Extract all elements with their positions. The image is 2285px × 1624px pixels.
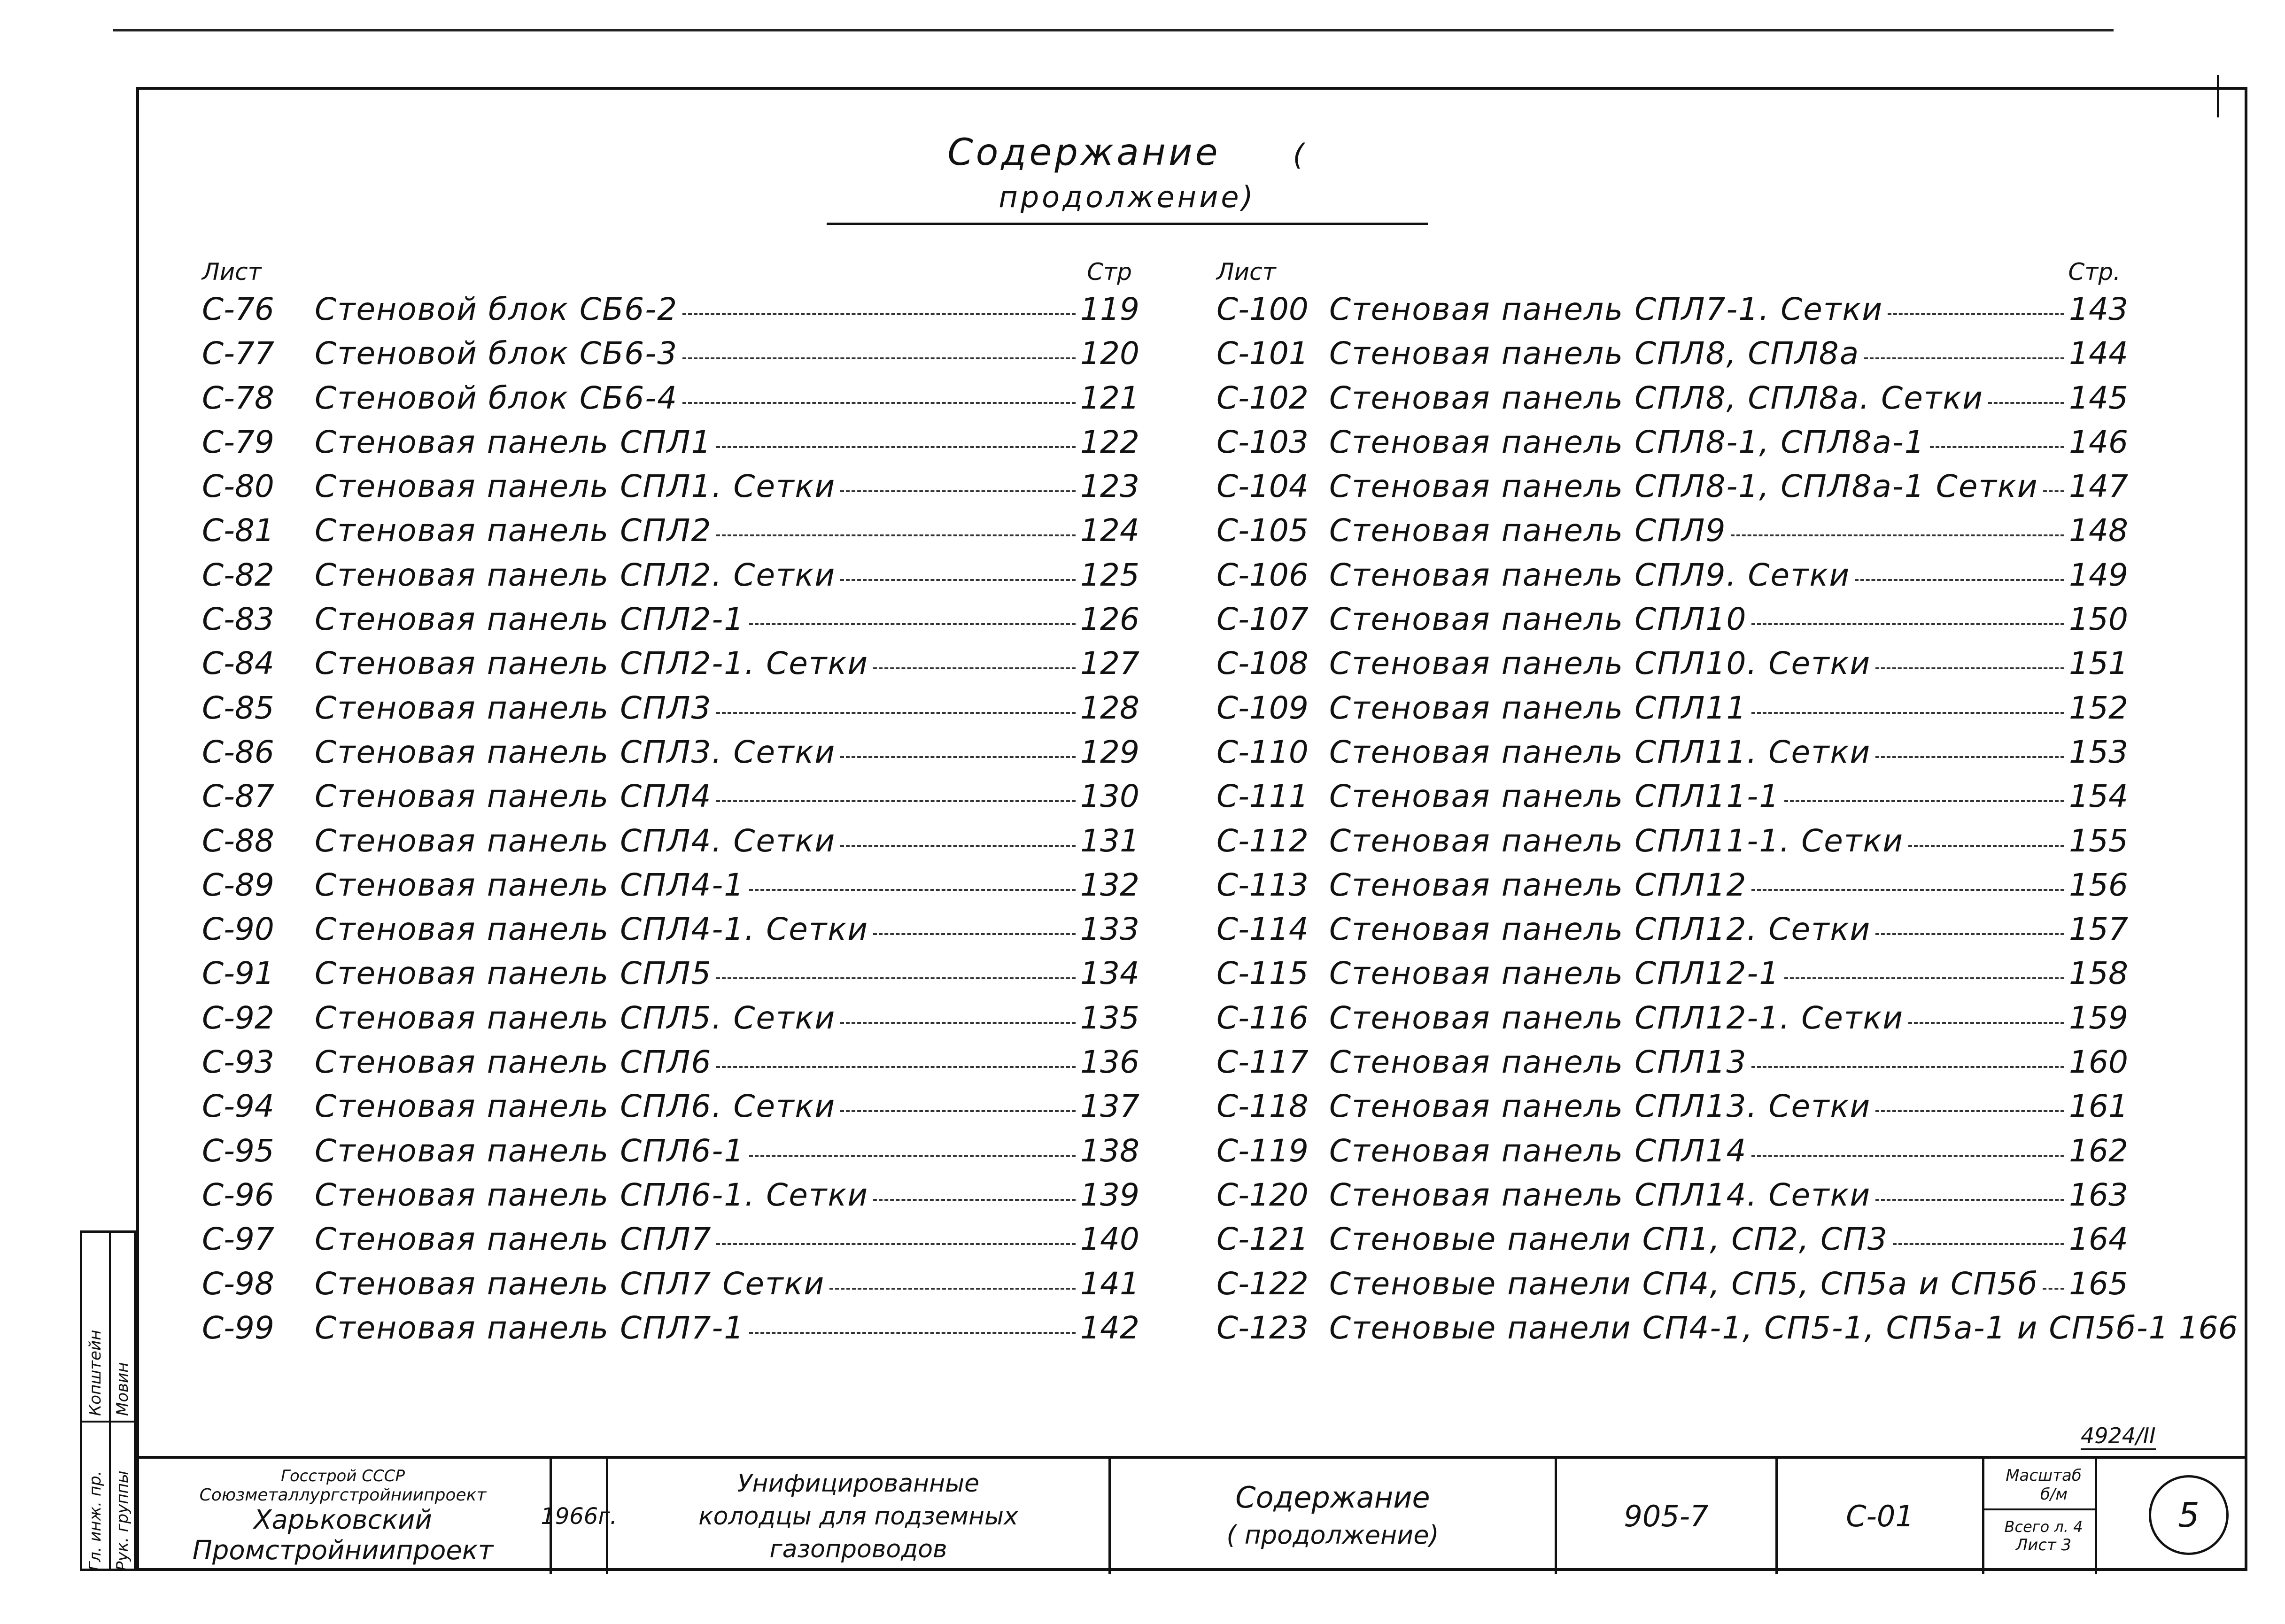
page-number: 132 xyxy=(1080,866,1139,903)
scale-label: Масштаб xyxy=(2006,1466,2082,1485)
sheet-number: С-99 xyxy=(202,1309,274,1346)
contents-row xyxy=(202,557,1139,601)
leader-dots xyxy=(2043,490,2064,492)
page-number: 165 xyxy=(2069,1265,2128,1302)
entry-title: Стеновая панель СПЛ2-1. Сетки xyxy=(315,645,869,682)
contents-row xyxy=(1216,778,2128,822)
contents-row xyxy=(1216,601,2128,645)
sheet-number: С-86 xyxy=(202,734,274,770)
contents-row xyxy=(202,955,1139,999)
leader-dots xyxy=(682,357,1076,359)
contents-row xyxy=(202,999,1139,1044)
sheet-number: С-104 xyxy=(1216,468,1309,505)
sheet-number: С-89 xyxy=(202,866,274,903)
page-title-sub: ( продолжение) xyxy=(999,138,1307,214)
side-row-label-1: Гл. инж. пр. xyxy=(86,1470,105,1571)
contents-row xyxy=(202,1132,1139,1177)
leader-dots xyxy=(1875,933,2064,935)
sheet-title-line-2: ( продолжение) xyxy=(1226,1520,1439,1550)
page-number: 123 xyxy=(1080,468,1139,505)
leader-dots xyxy=(873,667,1076,669)
leader-dots xyxy=(716,446,1076,448)
entry-title: Стеновая панель СПЛ10. Сетки xyxy=(1329,645,1871,682)
entry-title: Стеновая панель СПЛ2. Сетки xyxy=(315,557,836,593)
sheet-number: С-123 xyxy=(1216,1309,1309,1346)
entry-title: Стеновая панель СПЛ13 xyxy=(1329,1044,1747,1081)
sheet-number: С-97 xyxy=(202,1221,274,1258)
sheet-number: С-93 xyxy=(202,1044,274,1081)
sheet-number: С-78 xyxy=(202,379,274,416)
leader-dots xyxy=(682,402,1076,404)
entry-title: Стеновая панель СПЛ11-1 xyxy=(1329,778,1780,815)
entry-title: Стеновая панель СПЛ11. Сетки xyxy=(1329,734,1871,770)
leader-dots xyxy=(1875,756,2064,758)
sheet-number: С-118 xyxy=(1216,1088,1309,1125)
contents-row xyxy=(1216,1132,2128,1177)
contents-row xyxy=(202,468,1139,512)
contents-row xyxy=(1216,999,2128,1044)
sheet-number: С-77 xyxy=(202,335,274,372)
sheet-number: С-87 xyxy=(202,778,274,815)
page-number: 137 xyxy=(1080,1088,1139,1125)
leader-dots xyxy=(1930,446,2064,448)
contents-row xyxy=(202,424,1139,468)
leader-dots xyxy=(716,534,1076,536)
page-number: 139 xyxy=(1080,1176,1139,1213)
sheet-number: С-109 xyxy=(1216,689,1309,726)
sheet-title-line-1: Содержание xyxy=(1235,1480,1430,1515)
page-number: 161 xyxy=(2069,1088,2128,1125)
sheet-number: С-110 xyxy=(1216,734,1309,770)
leader-dots xyxy=(840,1022,1076,1024)
leader-dots xyxy=(1784,800,2064,802)
leader-dots xyxy=(1855,579,2064,581)
side-signature-box xyxy=(80,1230,136,1571)
sheet-number: С-76 xyxy=(202,291,274,327)
leader-dots xyxy=(716,1243,1076,1245)
page-number: 145 xyxy=(2069,379,2128,416)
page-number: 157 xyxy=(2069,911,2128,948)
leader-dots xyxy=(1893,1243,2064,1245)
page-number: 160 xyxy=(2069,1044,2128,1081)
side-divider xyxy=(109,1233,111,1569)
entry-title: Стеновая панель СПЛ12-1 xyxy=(1329,955,1780,992)
entry-title: Стеновая панель СПЛ7 Сетки xyxy=(315,1265,825,1302)
contents-row xyxy=(202,291,1139,335)
header-page: Стр. xyxy=(2068,258,2121,286)
org-line-4: Промстройниипроект xyxy=(192,1535,494,1566)
leader-dots xyxy=(749,1155,1076,1157)
sheet-number: С-81 xyxy=(202,512,274,549)
sheet-number: С-95 xyxy=(202,1132,274,1169)
entry-title: Стеновая панель СПЛ3 xyxy=(315,689,712,726)
leader-dots xyxy=(1751,712,2064,714)
entry-title: Стеновая панель СПЛ6-1 xyxy=(315,1132,745,1169)
project-line-2: колодцы для подземных xyxy=(698,1502,1018,1531)
contents-row xyxy=(1216,1265,2128,1310)
leader-dots xyxy=(1888,313,2064,315)
contents-row xyxy=(202,822,1139,867)
sheet-number: С-100 xyxy=(1216,291,1309,327)
sheet-number: С-91 xyxy=(202,955,274,992)
contents-row xyxy=(1216,866,2128,911)
stamp-year xyxy=(541,1459,617,1574)
entry-title: Стеновая панель СПЛ4. Сетки xyxy=(315,822,836,859)
entry-title: Стеновая панель СПЛ6 xyxy=(315,1044,712,1081)
leader-dots xyxy=(840,490,1076,492)
leader-dots xyxy=(829,1288,1076,1290)
stamp-scale xyxy=(1982,1459,2247,1574)
leader-dots xyxy=(840,579,1076,581)
contents-left-column xyxy=(202,254,1139,1354)
contents-row xyxy=(1216,911,2128,955)
contents-row xyxy=(1216,424,2128,468)
contents-row xyxy=(1216,512,2128,557)
sheet-number: С-82 xyxy=(202,557,274,593)
sheet-number: С-114 xyxy=(1216,911,1309,948)
sheet-number: С-106 xyxy=(1216,557,1309,593)
page-number: 163 xyxy=(2069,1176,2128,1213)
leader-dots xyxy=(1751,1155,2064,1157)
leader-dots xyxy=(749,889,1076,891)
stamp-sheet-title xyxy=(1108,1459,1555,1574)
title-block xyxy=(136,1456,2247,1574)
entry-title: Стеновая панель СПЛ1 xyxy=(315,424,712,460)
sheet-number: С-120 xyxy=(1216,1176,1309,1213)
page-number: 131 xyxy=(1080,822,1139,859)
top-rule xyxy=(113,29,2114,31)
entry-title: Стеновая панель СПЛ6-1. Сетки xyxy=(315,1176,869,1213)
page-number: 158 xyxy=(2069,955,2128,992)
contents-row xyxy=(202,734,1139,778)
leader-dots xyxy=(749,623,1076,625)
page-title-main: Содержание xyxy=(947,131,1221,174)
header-sheet: Лист xyxy=(202,258,262,286)
page-number: 127 xyxy=(1080,645,1139,682)
leader-dots xyxy=(2043,1288,2064,1290)
entry-title: Стеновая панель СПЛ12 xyxy=(1329,866,1747,903)
side-row-divider xyxy=(82,1421,134,1423)
sheet-number: С-79 xyxy=(202,424,274,460)
entry-title: Стеновая панель СПЛ10 xyxy=(1329,601,1747,638)
contents-row xyxy=(1216,1309,2238,1354)
entry-title: Стеновая панель СПЛ11 xyxy=(1329,689,1747,726)
contents-row xyxy=(202,1044,1139,1088)
leader-dots xyxy=(1731,534,2064,536)
column-header xyxy=(1216,254,2121,291)
leader-dots xyxy=(1908,845,2064,847)
page-number: 155 xyxy=(2069,822,2128,859)
leader-dots xyxy=(1988,402,2064,404)
page-number: 136 xyxy=(1080,1044,1139,1081)
sheet-code: С-01 xyxy=(1846,1499,1914,1533)
leader-dots xyxy=(873,1199,1076,1201)
contents-row xyxy=(202,1176,1139,1221)
page-number: 119 xyxy=(1080,291,1139,327)
leader-dots xyxy=(716,977,1076,979)
stamp-sheet-code xyxy=(1775,1459,1982,1574)
entry-title: Стеновая панель СПЛ14 xyxy=(1329,1132,1747,1169)
year-text: 1966г. xyxy=(541,1503,617,1530)
entry-title: Стеновая панель СПЛ8, СПЛ8а. Сетки xyxy=(1329,379,1984,416)
contents-row xyxy=(202,689,1139,734)
sheet-number: С-116 xyxy=(1216,999,1309,1036)
total-sheets: Всего л. 4 xyxy=(2004,1518,2083,1536)
page-number: 149 xyxy=(2069,557,2128,593)
sheet-number: С-105 xyxy=(1216,512,1309,549)
leader-dots xyxy=(1751,1066,2064,1068)
page-title xyxy=(827,131,1428,225)
org-line-2: Союзметаллургстройниипроект xyxy=(199,1485,487,1505)
org-line-3: Харьковский xyxy=(254,1505,432,1535)
leader-dots xyxy=(1864,357,2064,359)
contents-row xyxy=(1216,734,2128,778)
contents-row xyxy=(202,379,1139,424)
side-row-label-2: Рук. группы xyxy=(113,1470,132,1571)
sheet-number: С-103 xyxy=(1216,424,1309,460)
stamp-organization xyxy=(136,1459,550,1574)
sheet-number: С-115 xyxy=(1216,955,1309,992)
page-number: 150 xyxy=(2069,601,2128,638)
sheet-number: С-83 xyxy=(202,601,274,638)
page-number: 142 xyxy=(1080,1309,1139,1346)
stamp-series xyxy=(1555,1459,1775,1574)
side-name-2: Мовин xyxy=(113,1362,132,1416)
entry-title: Стеновая панель СПЛ8-1, СПЛ8а-1 Сетки xyxy=(1329,468,2038,505)
entry-title: Стеновая панель СПЛ6. Сетки xyxy=(315,1088,836,1125)
sheet-number: С-107 xyxy=(1216,601,1309,638)
leader-dots xyxy=(749,1332,1076,1334)
contents-row xyxy=(1216,1176,2128,1221)
contents-row xyxy=(1216,1044,2128,1088)
entry-title: Стеновой блок СБ6-3 xyxy=(315,335,678,372)
sheet-number: С-111 xyxy=(1216,778,1309,815)
page-number: 134 xyxy=(1080,955,1139,992)
contents-row xyxy=(1216,335,2128,379)
contents-row xyxy=(202,1221,1139,1265)
leader-dots xyxy=(1875,1110,2064,1112)
sheet-number: С-122 xyxy=(1216,1265,1309,1302)
entry-title: Стеновая панель СПЛ4-1. Сетки xyxy=(315,911,869,948)
page-number: 120 xyxy=(1080,335,1139,372)
header-sheet: Лист xyxy=(1216,258,1276,286)
leader-dots xyxy=(1875,667,2064,669)
sheet-number: С-84 xyxy=(202,645,274,682)
page-number: 5 xyxy=(2178,1495,2200,1535)
contents-row xyxy=(202,1088,1139,1132)
entry-title: Стеновая панель СПЛ8, СПЛ8а xyxy=(1329,335,1860,372)
sheet-number: С-88 xyxy=(202,822,274,859)
scale-value: б/м xyxy=(1984,1485,2095,1510)
sheet-number: С-102 xyxy=(1216,379,1309,416)
entry-title: Стеновой блок СБ6-4 xyxy=(315,379,678,416)
page-number: 151 xyxy=(2069,645,2128,682)
page-number: 133 xyxy=(1080,911,1139,948)
leader-dots xyxy=(716,800,1076,802)
contents-row xyxy=(1216,291,2128,335)
contents-row xyxy=(202,911,1139,955)
page-number: 143 xyxy=(2069,291,2128,327)
entry-title: Стеновая панель СПЛ12-1. Сетки xyxy=(1329,999,1904,1036)
page-number: 147 xyxy=(2069,468,2128,505)
page-number-circle xyxy=(2149,1475,2229,1555)
header-page: Стр xyxy=(1087,258,1132,286)
leader-dots xyxy=(873,933,1076,935)
contents-row xyxy=(202,1309,1139,1354)
entry-title: Стеновая панель СПЛ12. Сетки xyxy=(1329,911,1871,948)
sheet-number: С-85 xyxy=(202,689,274,726)
contents-row xyxy=(1216,557,2128,601)
leader-dots xyxy=(1751,889,2064,891)
entry-title: Стеновая панель СПЛ13. Сетки xyxy=(1329,1088,1871,1125)
sheet-number: С-94 xyxy=(202,1088,274,1125)
page-number: 138 xyxy=(1080,1132,1139,1169)
page-number: 152 xyxy=(2069,689,2128,726)
page-number: 126 xyxy=(1080,601,1139,638)
contents-row xyxy=(202,601,1139,645)
leader-dots xyxy=(1908,1022,2064,1024)
entry-title: Стеновые панели СП1, СП2, СП3 xyxy=(1329,1221,1888,1258)
sheet-number: С-113 xyxy=(1216,866,1309,903)
entry-title: Стеновая панель СПЛ7-1. Сетки xyxy=(1329,291,1883,327)
entry-title: Стеновые панели СП4-1, СП5-1, СП5а-1 и СП5б-1 xyxy=(1329,1309,2169,1346)
contents-row xyxy=(202,1265,1139,1310)
contents-list xyxy=(1216,291,2238,1354)
page-number: 156 xyxy=(2069,866,2128,903)
entry-title: Стеновая панель СПЛ14. Сетки xyxy=(1329,1176,1871,1213)
org-line-1: Госстрой СССР xyxy=(281,1467,405,1485)
sheet-number: С-119 xyxy=(1216,1132,1309,1169)
sheet-number: Лист 3 xyxy=(2015,1536,2072,1554)
sheet-number: С-90 xyxy=(202,911,274,948)
page-number: 146 xyxy=(2069,424,2128,460)
page-number: 141 xyxy=(1080,1265,1139,1302)
contents-row xyxy=(202,866,1139,911)
entry-title: Стеновые панели СП4, СП5, СП5а и СП5б xyxy=(1329,1265,2038,1302)
contents-row xyxy=(1216,645,2128,689)
page-number: 122 xyxy=(1080,424,1139,460)
leader-dots xyxy=(840,845,1076,847)
leader-dots xyxy=(840,756,1076,758)
contents-row xyxy=(202,778,1139,822)
leader-dots xyxy=(716,712,1076,714)
sheet-number: С-112 xyxy=(1216,822,1309,859)
entry-title: Стеновая панель СПЛ5. Сетки xyxy=(315,999,836,1036)
contents-row xyxy=(1216,1221,2128,1265)
sheet-number: С-108 xyxy=(1216,645,1309,682)
doc-number: 4924/II xyxy=(2081,1423,2156,1450)
entry-title: Стеновая панель СПЛ9. Сетки xyxy=(1329,557,1851,593)
page-number: 144 xyxy=(2069,335,2128,372)
entry-title: Стеновая панель СПЛ11-1. Сетки xyxy=(1329,822,1904,859)
page-number: 166 xyxy=(2178,1309,2238,1346)
contents-row xyxy=(1216,1088,2128,1132)
series-number: 905-7 xyxy=(1624,1499,1709,1533)
page-number: 162 xyxy=(2069,1132,2128,1169)
entry-title: Стеновая панель СПЛ8-1, СПЛ8а-1 xyxy=(1329,424,1925,460)
project-line-1: Унифицированные xyxy=(737,1469,980,1498)
contents-row xyxy=(1216,379,2128,424)
page-number: 129 xyxy=(1080,734,1139,770)
page-number: 164 xyxy=(2069,1221,2128,1258)
sheet-number: С-92 xyxy=(202,999,274,1036)
leader-dots xyxy=(1751,623,2064,625)
leader-dots xyxy=(840,1110,1076,1112)
page-number: 135 xyxy=(1080,999,1139,1036)
leader-dots xyxy=(716,1066,1076,1068)
contents-row xyxy=(202,335,1139,379)
contents-row xyxy=(1216,468,2128,512)
contents-row xyxy=(1216,689,2128,734)
leader-dots xyxy=(1784,977,2064,979)
entry-title: Стеновая панель СПЛ2-1 xyxy=(315,601,745,638)
entry-title: Стеновая панель СПЛ5 xyxy=(315,955,712,992)
sheet-number: С-98 xyxy=(202,1265,274,1302)
page-number: 154 xyxy=(2069,778,2128,815)
entry-title: Стеновая панель СПЛ3. Сетки xyxy=(315,734,836,770)
sheet-number: С-80 xyxy=(202,468,274,505)
entry-title: Стеновая панель СПЛ4 xyxy=(315,778,712,815)
side-name-1: Копштейн xyxy=(86,1330,105,1416)
entry-title: Стеновая панель СПЛ1. Сетки xyxy=(315,468,836,505)
entry-title: Стеновая панель СПЛ2 xyxy=(315,512,712,549)
contents-row xyxy=(202,512,1139,557)
page-number: 124 xyxy=(1080,512,1139,549)
sheet-number: С-101 xyxy=(1216,335,1309,372)
entry-title: Стеновая панель СПЛ4-1 xyxy=(315,866,745,903)
page-number: 125 xyxy=(1080,557,1139,593)
page-number: 128 xyxy=(1080,689,1139,726)
contents-right-column xyxy=(1216,254,2238,1354)
sheet-number: С-96 xyxy=(202,1176,274,1213)
page-number: 121 xyxy=(1080,379,1139,416)
sheet-number: С-117 xyxy=(1216,1044,1309,1081)
contents-list xyxy=(202,291,1139,1354)
contents-row xyxy=(1216,822,2128,867)
sheet-number: С-121 xyxy=(1216,1221,1309,1258)
contents-row xyxy=(1216,955,2128,999)
leader-dots xyxy=(1875,1199,2064,1201)
project-line-3: газопроводов xyxy=(769,1535,947,1563)
page-number: 148 xyxy=(2069,512,2128,549)
entry-title: Стеновой блок СБ6-2 xyxy=(315,291,678,327)
column-header xyxy=(202,254,1132,291)
page-number: 140 xyxy=(1080,1221,1139,1258)
entry-title: Стеновая панель СПЛ7-1 xyxy=(315,1309,745,1346)
page-number: 159 xyxy=(2069,999,2128,1036)
leader-dots xyxy=(682,313,1076,315)
stamp-project xyxy=(606,1459,1108,1574)
entry-title: Стеновая панель СПЛ7 xyxy=(315,1221,712,1258)
page-number: 153 xyxy=(2069,734,2128,770)
contents-row xyxy=(202,645,1139,689)
entry-title: Стеновая панель СПЛ9 xyxy=(1329,512,1727,549)
page-number: 130 xyxy=(1080,778,1139,815)
